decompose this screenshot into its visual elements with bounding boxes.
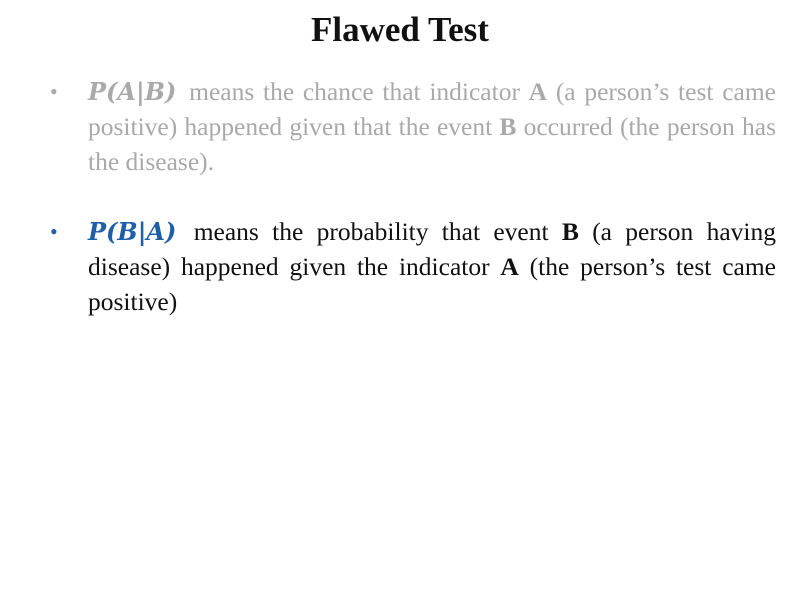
bullet-item-p-a-given-b: [44, 74, 776, 179]
bullet-list: [44, 74, 776, 319]
slide-title: Flawed Test: [311, 10, 489, 49]
formula-p-a-given-b: 𝑷(𝑨|𝑩): [88, 77, 177, 106]
bullet-text: (a person having disease) happened given the indicator: [88, 217, 776, 281]
bold-term: B: [499, 112, 517, 141]
bold-term: B: [561, 217, 579, 246]
bullet-marker: •: [50, 79, 58, 104]
bullet-marker: •: [50, 219, 58, 244]
bullet-text: means the chance that indicator: [180, 77, 529, 106]
bullet-text: occurred (the person has the disease).: [88, 112, 776, 176]
bullet-text: (a person’s test came positive) happened given that the event: [88, 77, 776, 141]
formula-p-b-given-a: 𝑷(𝑩|𝑨): [88, 217, 177, 246]
bullet-text: means the probability that event: [180, 217, 562, 246]
bold-term: A: [528, 77, 548, 106]
bold-term: A: [500, 252, 519, 281]
bullet-item-p-b-given-a: [44, 214, 776, 319]
bullet-text: (the person’s test came positive): [88, 252, 776, 316]
